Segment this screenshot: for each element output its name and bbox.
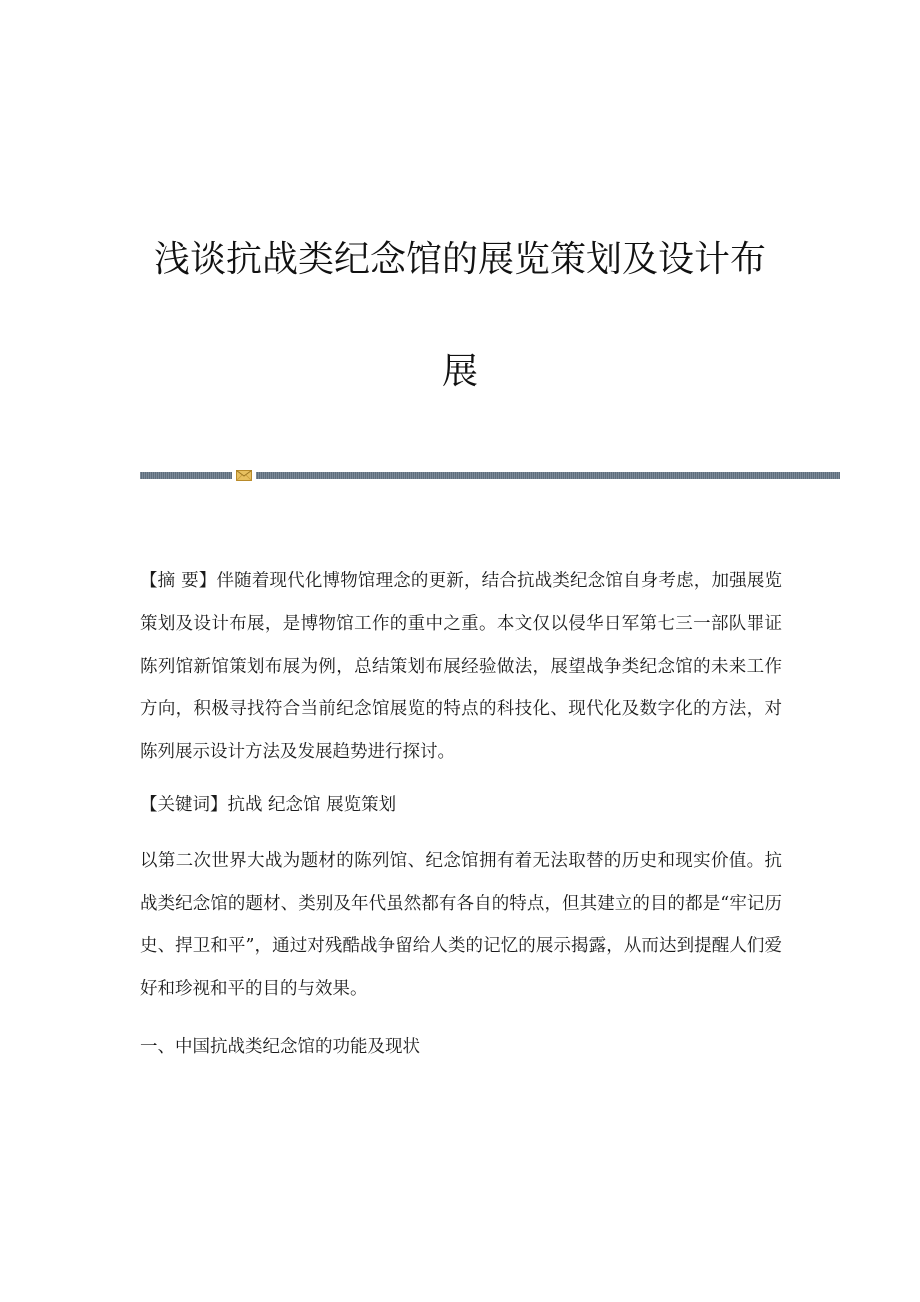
envelope-ornament-icon xyxy=(236,470,252,481)
title-line-2: 展 xyxy=(441,351,478,392)
divider-bar-right xyxy=(256,472,840,479)
title-line-1: 浅谈抗战类纪念馆的展览策划及设计布 xyxy=(153,239,766,280)
keywords-line: 【关键词】抗战 纪念馆 展览策划 xyxy=(140,794,397,815)
document-body xyxy=(140,560,782,1060)
document-title xyxy=(0,204,920,428)
section-heading: 一、中国抗战类纪念馆的功能及现状 xyxy=(140,1037,420,1058)
abstract-paragraph: 【摘 要】伴随着现代化博物馆理念的更新，结合抗战类纪念馆自身考虑，加强展览策划及设计布展，是博物馆工作的重中之重。本文仅以侵华日军第七三一部队罪证陈列馆新馆策划布展为例，总结策划布展经验做法，展望战争类纪念馆的未来工作方向，积极寻找符合当前纪念馆展览的特点的科技化、现代化及数字化的方法，对陈列展示设计方法及发展趋势进行探讨。 xyxy=(140,571,782,763)
divider-bar-left xyxy=(140,472,232,479)
intro-paragraph: 以第二次世界大战为题材的陈列馆、纪念馆拥有着无法取替的历史和现实价值。抗战类纪念馆的题材、类别及年代虽然都有各自的特点，但其建立的目的都是“牢记历史、捍卫和平”，通过对残酷战争留给人类的记忆的展示揭露，从而达到提醒人们爱好和珍视和平的目的与效果。 xyxy=(140,850,782,999)
title-divider xyxy=(140,470,840,482)
